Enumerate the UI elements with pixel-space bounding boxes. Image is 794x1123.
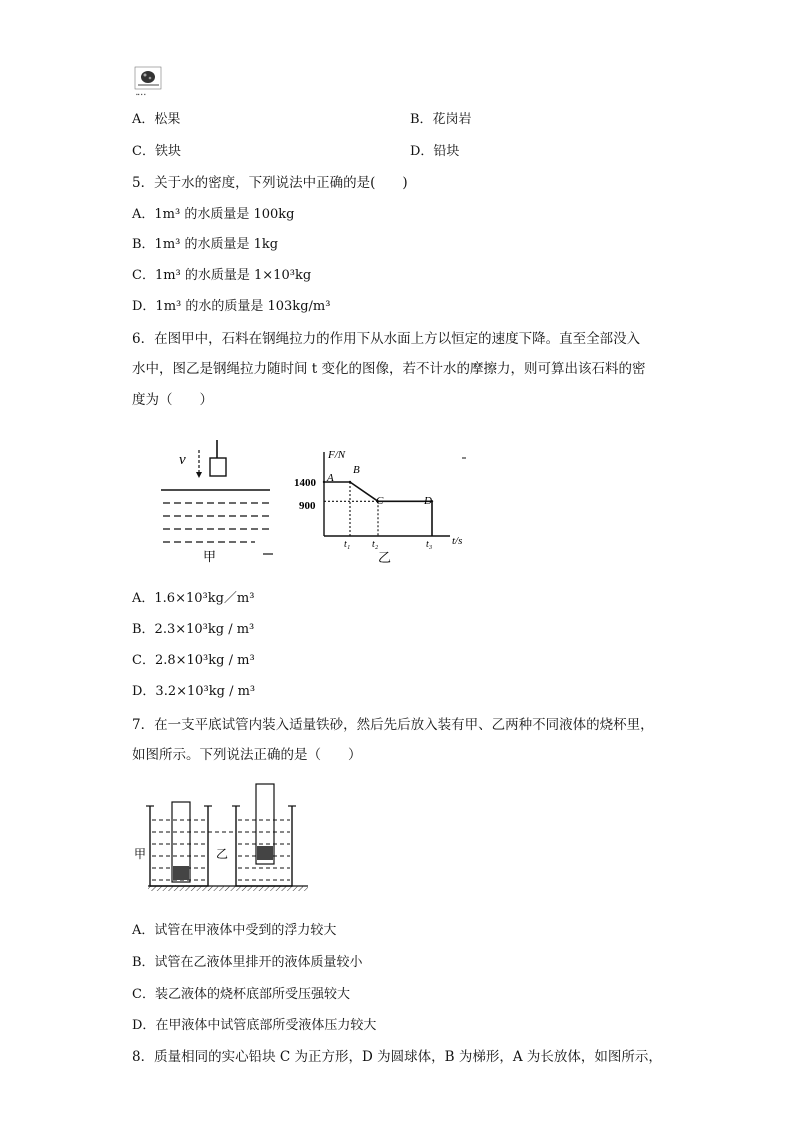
- x-axis-label: t/s: [452, 535, 463, 547]
- q5-option-b: B．1m³ 的水质量是 1kg: [132, 237, 279, 252]
- q5-option-c: C．1m³ 的水质量是 1×10³kg: [132, 268, 312, 283]
- q6-figure-yi: [290, 448, 475, 570]
- q5-option-a: A．1m³ 的水质量是 100kg: [132, 207, 295, 222]
- q4-option-b: B．花岗岩: [410, 112, 472, 127]
- svg-text:▪▪ ▪ ▪: ▪▪ ▪ ▪: [136, 93, 146, 98]
- force-line: [324, 482, 432, 536]
- stone-block: [210, 458, 226, 476]
- q8-stem: 8．质量相同的实心铅块 C 为正方形，D 为圆球体，B 为梯形，A 为长放体，如图所示，: [132, 1049, 662, 1065]
- q6-stem-line-1: 6．在图甲中，石料在钢绳拉力的作用下从水面上方以恒定的速度下降。直至全部没入: [132, 331, 641, 347]
- x-tick-t2: t₂: [372, 539, 379, 550]
- y-tick-1400: 1400: [294, 477, 316, 489]
- point-label-a: A: [327, 472, 334, 484]
- x-tick-t1: t₁: [344, 539, 351, 550]
- q7-option-a: A．试管在甲液体中受到的浮力较大: [132, 923, 337, 938]
- label-jia: 甲: [134, 847, 147, 861]
- q7-stem-line-2: 如图所示。下列说法正确的是（ ）: [132, 747, 362, 763]
- q6-figure-jia: [155, 438, 280, 568]
- q7-option-d: D．在甲液体中试管底部所受液体压力较大: [132, 1018, 377, 1033]
- q4-option-c: C．铁块: [132, 144, 181, 159]
- figure-caption-jia: 甲: [203, 549, 217, 564]
- figure-caption-yi: 乙: [378, 550, 392, 565]
- y-axis-label: F/N: [328, 449, 346, 461]
- x-tick-t3: t₃: [426, 539, 433, 550]
- q5-stem: 5．关于水的密度，下列说法中正确的是( ): [132, 175, 408, 191]
- q6-stem-line-2: 水中，图乙是钢绳拉力随时间 t 变化的图像，若不计水的摩擦力，则可算出该石料的密: [132, 361, 646, 377]
- q6-option-b: B．2.3×10³kg / m³: [132, 622, 255, 637]
- q5-option-d: D．1m³ 的水的质量是 103kg/m³: [132, 299, 331, 314]
- point-b: [349, 481, 351, 483]
- pinecone-icon: [134, 66, 164, 100]
- velocity-label: v: [179, 452, 186, 468]
- q7-stem-line-1: 7．在一支平底试管内装入适量铁砂，然后先后放入装有甲、乙两种不同液体的烧杯里，: [132, 717, 654, 733]
- y-tick-900: 900: [299, 500, 316, 512]
- point-label-b: B: [353, 464, 360, 476]
- label-yi: 乙: [216, 847, 229, 861]
- point-label-c: C: [376, 495, 384, 507]
- q7-figure-beakers: [132, 780, 312, 898]
- q6-option-d: D．3.2×10³kg / m³: [132, 684, 256, 699]
- point-a: [323, 481, 325, 483]
- point-label-d: D: [424, 495, 432, 507]
- q7-option-b: B．试管在乙液体里排开的液体质量较小: [132, 955, 363, 970]
- q4-option-d: D．铅块: [410, 144, 460, 159]
- q7-option-c: C．装乙液体的烧杯底部所受压强较大: [132, 987, 350, 1002]
- q6-option-c: C．2.8×10³kg / m³: [132, 653, 255, 668]
- q6-stem-line-3: 度为（ ）: [132, 392, 213, 408]
- q6-option-a: A．1.6×10³kg／m³: [132, 591, 255, 606]
- q4-option-a: A．松果: [132, 112, 181, 127]
